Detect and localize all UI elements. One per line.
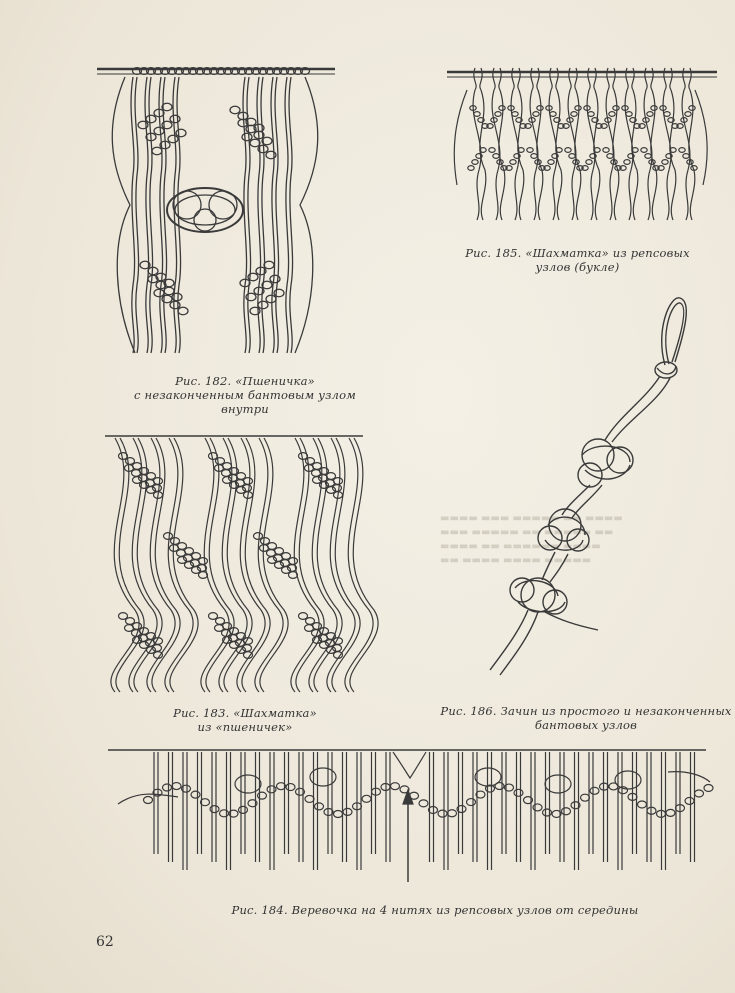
caption-line: Рис. 182. «Пшеничка»: [175, 374, 315, 388]
figure-186-illustration: [480, 290, 700, 700]
figure-185-caption: [455, 246, 700, 274]
caption-line: узлов (букле): [535, 260, 620, 274]
caption-line: Рис. 186. Зачин из простого и незаконченных: [440, 704, 732, 718]
caption-line: с незаконченным бантовым узлом: [134, 388, 356, 402]
figure-186-caption: [436, 704, 735, 732]
figure-182-illustration: [95, 55, 340, 360]
figure-184-caption: [200, 903, 670, 917]
caption-line: из «пшеничек»: [197, 720, 293, 734]
caption-line: бантовых узлов: [534, 718, 638, 732]
figure-183-illustration: [105, 430, 367, 695]
caption-line: Рис. 185. «Шахматка» из репсовых: [465, 246, 690, 260]
caption-line: внутри: [221, 402, 269, 416]
caption-line: Рис. 184. Веревочка на 4 нитях из репсовых узлов от середины: [231, 903, 639, 917]
figure-183-caption: [130, 706, 360, 734]
figure-182-caption: [120, 374, 370, 416]
figure-184-illustration: [108, 742, 718, 887]
figure-185-illustration: [445, 60, 720, 230]
page-number: 62: [96, 934, 114, 950]
show-through-text: ▬▬▬▬ ▬▬▬ ▬▬▬▬▬ ▬▬ ▬▬▬▬ ▬▬▬ ▬▬▬▬▬ ▬▬ ▬▬▬▬▬ ▬▬ ▬▬▬▬ ▬▬ ▬▬▬▬▬▬ ▬▬▬▬ ▬▬ ▬▬▬▬ ▬▬▬▬ ▬▬▬▬▬: [440, 513, 623, 566]
caption-line: Рис. 183. «Шахматка»: [173, 706, 317, 720]
